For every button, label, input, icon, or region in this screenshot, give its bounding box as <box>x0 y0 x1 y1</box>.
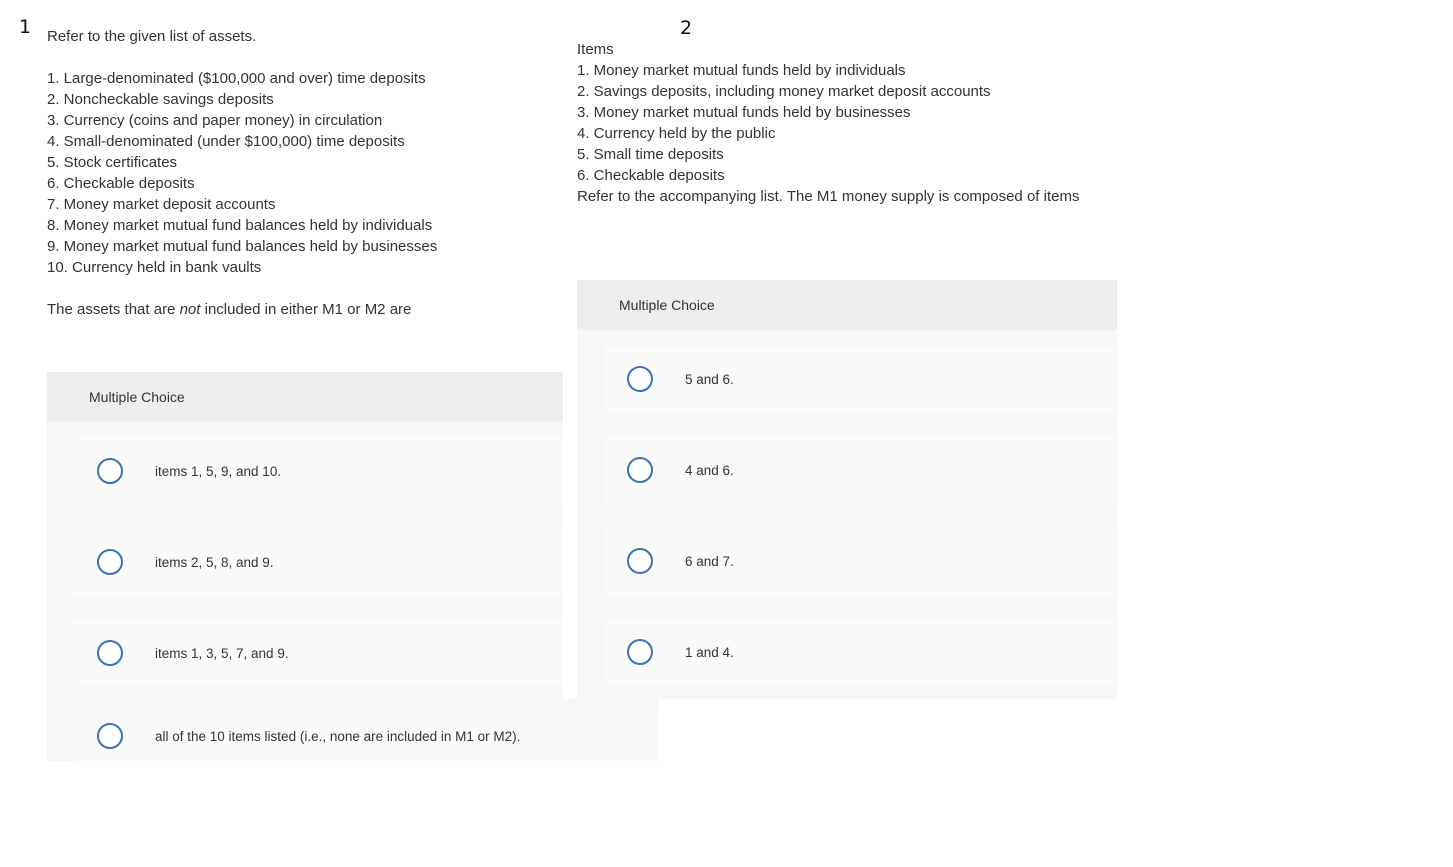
asset-list-item: 5. Stock certificates <box>47 154 178 171</box>
radio-button-icon[interactable] <box>97 723 123 749</box>
radio-button-icon[interactable] <box>627 457 653 483</box>
radio-button-icon[interactable] <box>627 366 653 392</box>
question-1-prompt-end: included in either M1 or M2 are <box>200 301 412 318</box>
question-1-choice-4[interactable] <box>73 711 659 761</box>
asset-list-item: 2. Noncheckable savings deposits <box>47 91 274 108</box>
choice-label: all of the 10 items listed (i.e., none are included in M1 or M2). <box>155 728 521 744</box>
radio-button-icon[interactable] <box>627 639 653 665</box>
item-list-item: 1. Money market mutual funds held by individuals <box>577 62 906 79</box>
item-list-item: 6. Checkable deposits <box>577 167 725 184</box>
item-list-item: 5. Small time deposits <box>577 146 724 163</box>
asset-list-item: 1. Large-denominated ($100,000 and over) time deposits <box>47 70 426 87</box>
multiple-choice-header: Multiple Choice <box>577 280 1117 330</box>
asset-list-item: 8. Money market mutual fund balances held by individuals <box>47 217 433 234</box>
question-1-item-list <box>47 68 567 278</box>
choice-label: 5 and 6. <box>685 371 734 387</box>
asset-list-item: 7. Money market deposit accounts <box>47 196 276 213</box>
question-2-prompt: Refer to the accompanying list. The M1 money supply is composed of items <box>577 188 1080 205</box>
question-1-intro: Refer to the given list of assets. <box>47 28 257 45</box>
question-2-choice-2[interactable] <box>603 437 1117 503</box>
radio-button-icon[interactable] <box>97 640 123 666</box>
question-1-choice-2[interactable] <box>73 529 563 595</box>
choice-label: 4 and 6. <box>685 462 734 478</box>
question-1-prompt-start: The assets that are <box>47 301 180 318</box>
choice-label: items 2, 5, 8, and 9. <box>155 554 274 570</box>
question-1-choice-1[interactable] <box>73 438 563 504</box>
choice-label: items 1, 5, 9, and 10. <box>155 463 282 479</box>
asset-list-item: 9. Money market mutual fund balances held by businesses <box>47 238 438 255</box>
asset-list-item: 3. Currency (coins and paper money) in circulation <box>47 112 383 129</box>
choice-label: 6 and 7. <box>685 553 734 569</box>
asset-list-item: 6. Checkable deposits <box>47 175 195 192</box>
asset-list-item: 10. Currency held in bank vaults <box>47 259 262 276</box>
radio-button-icon[interactable] <box>627 548 653 574</box>
question-1-prompt <box>47 299 567 320</box>
item-list-item: 3. Money market mutual funds held by businesses <box>577 104 911 121</box>
question-2-text <box>577 39 1137 207</box>
choice-label: 1 and 4. <box>685 644 734 660</box>
item-list-item: 4. Currency held by the public <box>577 125 776 142</box>
radio-button-icon[interactable] <box>97 458 123 484</box>
multiple-choice-header: Multiple Choice <box>47 372 563 422</box>
question-1-prompt-emphasis: not <box>179 301 201 318</box>
question-2-choice-1[interactable] <box>603 346 1117 412</box>
question-1-number: 1 <box>19 16 32 38</box>
question-1-text <box>47 26 567 320</box>
choice-label: items 1, 3, 5, 7, and 9. <box>155 645 289 661</box>
question-2-choice-3[interactable] <box>603 528 1117 594</box>
question-2-number: 2 <box>680 17 693 39</box>
radio-button-icon[interactable] <box>97 549 123 575</box>
question-2-choice-4[interactable] <box>603 619 1117 685</box>
asset-list-item: 4. Small-denominated (under $100,000) time deposits <box>47 133 405 150</box>
item-list-item: 2. Savings deposits, including money market deposit accounts <box>577 83 991 100</box>
question-1-choice-3[interactable] <box>73 620 563 686</box>
question-2-heading: Items <box>577 41 614 58</box>
